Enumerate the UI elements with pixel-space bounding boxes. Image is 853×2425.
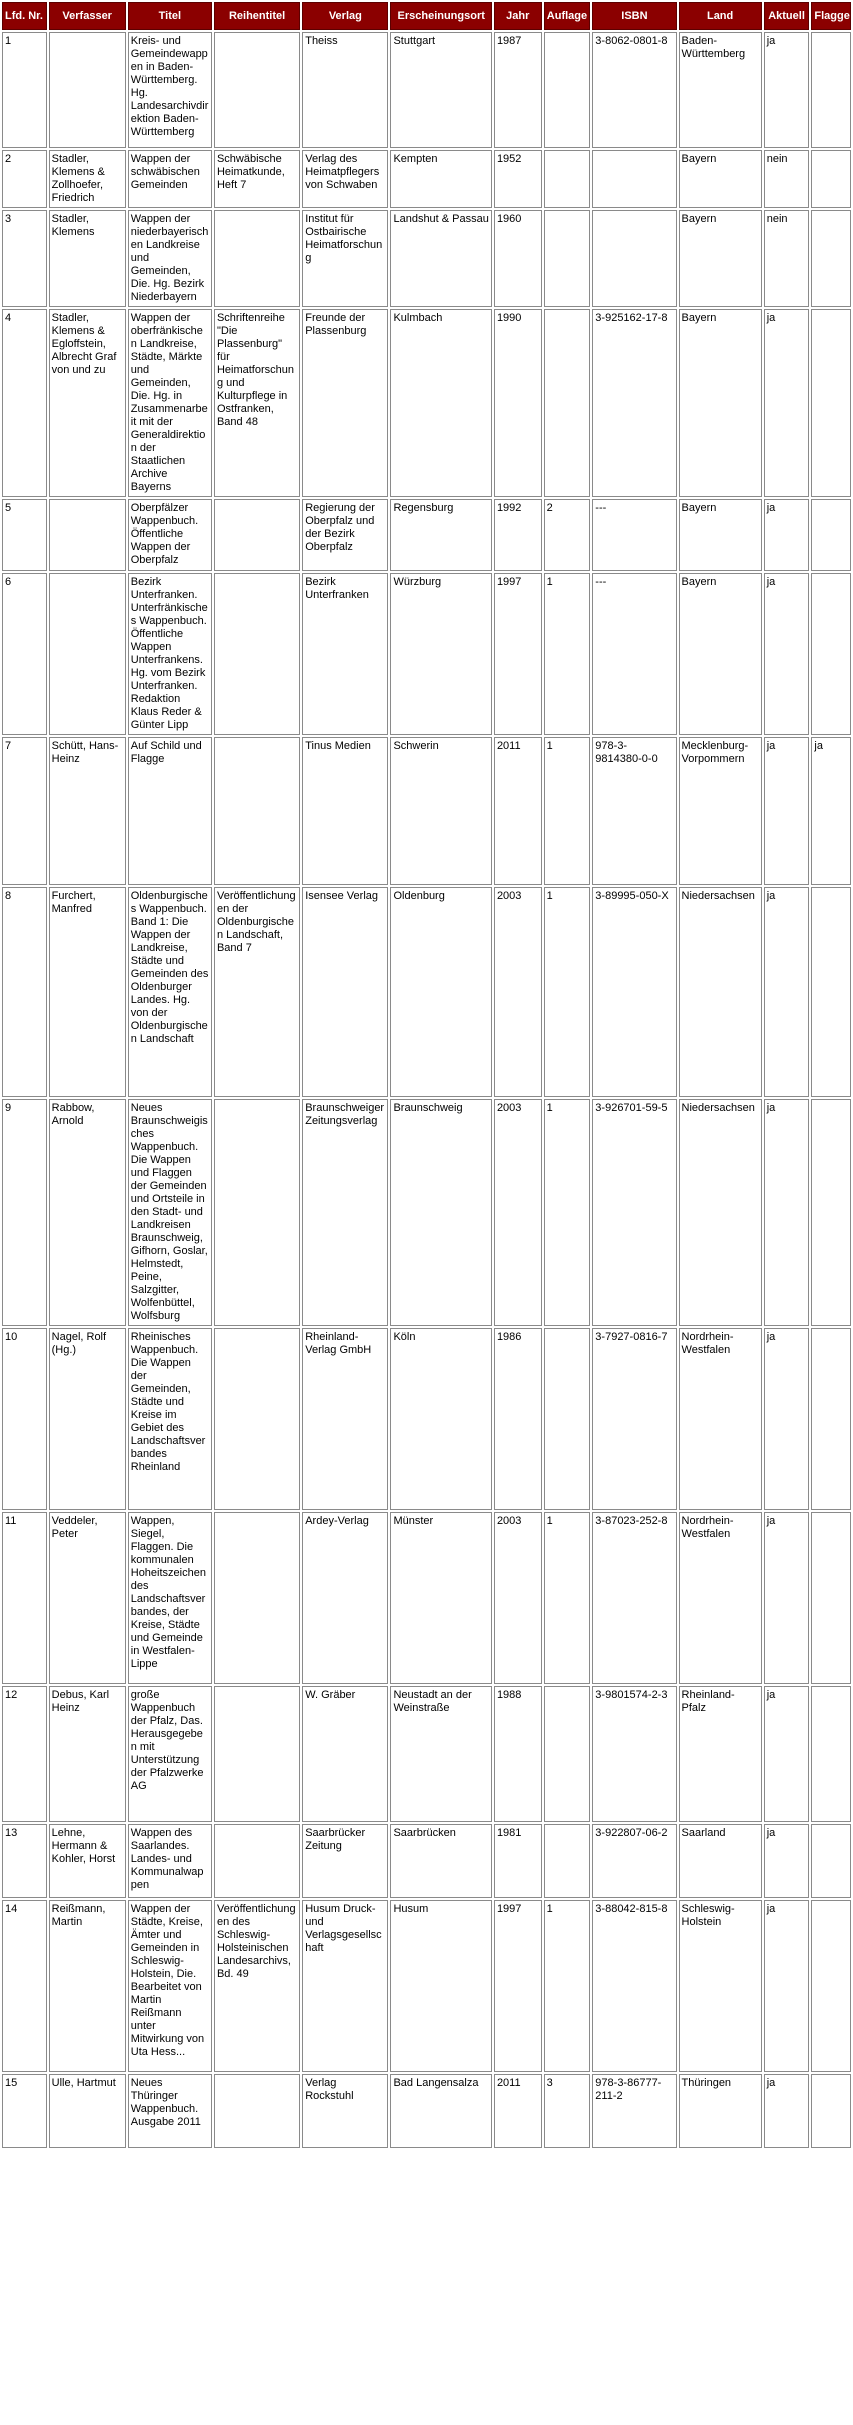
column-header-lfd-nr: Lfd. Nr. xyxy=(2,2,47,30)
cell-auflage: 2 xyxy=(544,499,591,571)
cell-erscheinungsort: Köln xyxy=(390,1328,491,1510)
cell-verfasser: Ulle, Hartmut xyxy=(49,2074,126,2148)
cell-jahr: 2003 xyxy=(494,1099,542,1326)
cell-jahr: 1960 xyxy=(494,210,542,307)
cell-erscheinungsort: Husum xyxy=(390,1900,491,2072)
cell-aktuell: ja xyxy=(764,573,810,735)
cell-lfd-nr: 1 xyxy=(2,32,47,148)
cell-jahr: 1997 xyxy=(494,1900,542,2072)
cell-flagge xyxy=(811,32,851,148)
cell-verlag: Tinus Medien xyxy=(302,737,388,885)
cell-land: Niedersachsen xyxy=(679,1099,762,1326)
cell-aktuell: nein xyxy=(764,150,810,208)
cell-lfd-nr: 13 xyxy=(2,1824,47,1898)
column-header-flagge: Flagge xyxy=(811,2,851,30)
cell-auflage xyxy=(544,1328,591,1510)
cell-isbn: 978-3-9814380-0-0 xyxy=(592,737,676,885)
cell-titel: große Wappenbuch der Pfalz, Das. Herausgegeben mit Unterstützung der Pfalzwerke AG xyxy=(128,1686,212,1822)
cell-isbn: 3-926701-59-5 xyxy=(592,1099,676,1326)
cell-isbn: 3-88042-815-8 xyxy=(592,1900,676,2072)
cell-titel: Wappen, Siegel, Flaggen. Die kommunalen Hoheitszeichen des Landschaftsverbandes, der Kreise, Städte und Gemeinde in Westfalen-Lippe xyxy=(128,1512,212,1684)
cell-jahr: 2003 xyxy=(494,887,542,1097)
cell-reihentitel xyxy=(214,1328,300,1510)
cell-jahr: 1997 xyxy=(494,573,542,735)
cell-erscheinungsort: Landshut & Passau xyxy=(390,210,491,307)
cell-flagge xyxy=(811,2074,851,2148)
cell-flagge xyxy=(811,1328,851,1510)
cell-reihentitel: Veröffentlichungen der Oldenburgischen Landschaft, Band 7 xyxy=(214,887,300,1097)
cell-land: Bayern xyxy=(679,499,762,571)
cell-isbn xyxy=(592,150,676,208)
table-row xyxy=(2,1686,851,1822)
cell-aktuell: ja xyxy=(764,1900,810,2072)
cell-aktuell: ja xyxy=(764,1328,810,1510)
cell-aktuell: ja xyxy=(764,1686,810,1822)
cell-verfasser: Stadler, Klemens xyxy=(49,210,126,307)
table-row xyxy=(2,887,851,1097)
cell-aktuell: ja xyxy=(764,1824,810,1898)
cell-reihentitel xyxy=(214,1512,300,1684)
cell-verfasser: Lehne, Hermann & Kohler, Horst xyxy=(49,1824,126,1898)
cell-land: Bayern xyxy=(679,573,762,735)
cell-auflage: 1 xyxy=(544,1512,591,1684)
cell-isbn: 3-8062-0801-8 xyxy=(592,32,676,148)
cell-lfd-nr: 7 xyxy=(2,737,47,885)
column-header-verfasser: Verfasser xyxy=(49,2,126,30)
cell-verfasser: Furchert, Manfred xyxy=(49,887,126,1097)
table-row xyxy=(2,150,851,208)
cell-aktuell: ja xyxy=(764,887,810,1097)
cell-verfasser: Stadler, Klemens & Zollhoefer, Friedrich xyxy=(49,150,126,208)
cell-isbn: --- xyxy=(592,499,676,571)
cell-land: Bayern xyxy=(679,309,762,497)
cell-reihentitel xyxy=(214,1824,300,1898)
cell-verfasser: Rabbow, Arnold xyxy=(49,1099,126,1326)
cell-lfd-nr: 9 xyxy=(2,1099,47,1326)
cell-flagge xyxy=(811,1686,851,1822)
cell-aktuell: nein xyxy=(764,210,810,307)
cell-jahr: 1981 xyxy=(494,1824,542,1898)
column-header-auflage: Auflage xyxy=(544,2,591,30)
cell-jahr: 2011 xyxy=(494,2074,542,2148)
cell-land: Rheinland-Pfalz xyxy=(679,1686,762,1822)
cell-titel: Wappen der oberfränkischen Landkreise, Städte, Märkte und Gemeinden, Die. Hg. in Zusammenarbeit mit der Generaldirektion der Staatlichen Archive Bayerns xyxy=(128,309,212,497)
cell-isbn: 3-89995-050-X xyxy=(592,887,676,1097)
cell-auflage xyxy=(544,1686,591,1822)
cell-auflage: 1 xyxy=(544,887,591,1097)
table-header-row xyxy=(2,2,851,30)
cell-verlag: Ardey-Verlag xyxy=(302,1512,388,1684)
column-header-titel: Titel xyxy=(128,2,212,30)
cell-reihentitel xyxy=(214,2074,300,2148)
column-header-isbn: ISBN xyxy=(592,2,676,30)
cell-verlag: Husum Druck- und Verlagsgesellschaft xyxy=(302,1900,388,2072)
cell-isbn: 3-87023-252-8 xyxy=(592,1512,676,1684)
table-row xyxy=(2,210,851,307)
cell-land: Bayern xyxy=(679,150,762,208)
cell-land: Baden-Württemberg xyxy=(679,32,762,148)
cell-lfd-nr: 10 xyxy=(2,1328,47,1510)
table-row xyxy=(2,573,851,735)
cell-flagge xyxy=(811,1512,851,1684)
cell-isbn: 3-7927-0816-7 xyxy=(592,1328,676,1510)
cell-verlag: Regierung der Oberpfalz und der Bezirk Oberpfalz xyxy=(302,499,388,571)
cell-reihentitel xyxy=(214,1686,300,1822)
cell-erscheinungsort: Bad Langensalza xyxy=(390,2074,491,2148)
cell-land: Schleswig-Holstein xyxy=(679,1900,762,2072)
cell-verlag: W. Gräber xyxy=(302,1686,388,1822)
cell-verlag: Institut für Ostbairische Heimatforschung xyxy=(302,210,388,307)
cell-erscheinungsort: Oldenburg xyxy=(390,887,491,1097)
cell-titel: Oldenburgisches Wappenbuch. Band 1: Die Wappen der Landkreise, Städte und Gemeinden des Oldenburger Landes. Hg. von der Oldenburgischen Landschaft xyxy=(128,887,212,1097)
cell-flagge xyxy=(811,499,851,571)
cell-land: Bayern xyxy=(679,210,762,307)
cell-erscheinungsort: Schwerin xyxy=(390,737,491,885)
cell-erscheinungsort: Kulmbach xyxy=(390,309,491,497)
cell-titel: Neues Braunschweigisches Wappenbuch. Die Wappen und Flaggen der Gemeinden und Ortsteile in den Stadt- und Landkreisen Braunschweig, Gifhorn, Goslar, Helmstedt, Peine, Salzgitter, Wolfenbüttel, Wolfsburg xyxy=(128,1099,212,1326)
table-row xyxy=(2,32,851,148)
cell-lfd-nr: 2 xyxy=(2,150,47,208)
cell-erscheinungsort: Neustadt an der Weinstraße xyxy=(390,1686,491,1822)
cell-titel: Rheinisches Wappenbuch. Die Wappen der Gemeinden, Städte und Kreise im Gebiet des Landschaftsverbandes Rheinland xyxy=(128,1328,212,1510)
cell-flagge xyxy=(811,573,851,735)
cell-aktuell: ja xyxy=(764,32,810,148)
table-row xyxy=(2,309,851,497)
cell-auflage: 1 xyxy=(544,1900,591,2072)
cell-verlag: Bezirk Unterfranken xyxy=(302,573,388,735)
cell-aktuell: ja xyxy=(764,499,810,571)
cell-reihentitel: Schwäbische Heimatkunde, Heft 7 xyxy=(214,150,300,208)
cell-isbn: --- xyxy=(592,573,676,735)
cell-verfasser xyxy=(49,499,126,571)
cell-auflage: 1 xyxy=(544,1099,591,1326)
cell-erscheinungsort: Kempten xyxy=(390,150,491,208)
cell-lfd-nr: 11 xyxy=(2,1512,47,1684)
cell-auflage xyxy=(544,150,591,208)
cell-verfasser: Schütt, Hans-Heinz xyxy=(49,737,126,885)
column-header-jahr: Jahr xyxy=(494,2,542,30)
cell-aktuell: ja xyxy=(764,1099,810,1326)
cell-land: Nordrhein-Westfalen xyxy=(679,1328,762,1510)
cell-aktuell: ja xyxy=(764,737,810,885)
cell-verfasser xyxy=(49,573,126,735)
cell-isbn xyxy=(592,210,676,307)
cell-titel: Wappen der Städte, Kreise, Ämter und Gemeinden in Schleswig-Holstein, Die. Bearbeitet von Martin Reißmann unter Mitwirkung von Uta Hess... xyxy=(128,1900,212,2072)
cell-verfasser xyxy=(49,32,126,148)
cell-reihentitel: Veröffentlichungen des Schleswig-Holsteinischen Landesarchivs, Bd. 49 xyxy=(214,1900,300,2072)
cell-auflage xyxy=(544,210,591,307)
cell-auflage: 3 xyxy=(544,2074,591,2148)
cell-land: Saarland xyxy=(679,1824,762,1898)
cell-reihentitel xyxy=(214,32,300,148)
cell-isbn: 978-3-86777-211-2 xyxy=(592,2074,676,2148)
cell-titel: Oberpfälzer Wappenbuch. Öffentliche Wappen der Oberpfalz xyxy=(128,499,212,571)
cell-reihentitel xyxy=(214,210,300,307)
cell-verlag: Verlag des Heimatpflegers von Schwaben xyxy=(302,150,388,208)
cell-aktuell: ja xyxy=(764,2074,810,2148)
cell-jahr: 1952 xyxy=(494,150,542,208)
cell-flagge xyxy=(811,887,851,1097)
cell-flagge xyxy=(811,309,851,497)
cell-lfd-nr: 4 xyxy=(2,309,47,497)
cell-flagge xyxy=(811,1824,851,1898)
cell-auflage: 1 xyxy=(544,573,591,735)
cell-reihentitel xyxy=(214,737,300,885)
table-body xyxy=(2,32,851,2148)
cell-flagge xyxy=(811,150,851,208)
cell-flagge xyxy=(811,1099,851,1326)
cell-isbn: 3-925162-17-8 xyxy=(592,309,676,497)
cell-jahr: 1986 xyxy=(494,1328,542,1510)
cell-reihentitel xyxy=(214,1099,300,1326)
cell-isbn: 3-9801574-2-3 xyxy=(592,1686,676,1822)
cell-reihentitel: Schriftenreihe "Die Plassenburg" für Heimatforschung und Kulturpflege in Ostfranken, Band 48 xyxy=(214,309,300,497)
table-row xyxy=(2,1512,851,1684)
column-header-land: Land xyxy=(679,2,762,30)
cell-reihentitel xyxy=(214,499,300,571)
column-header-erscheinungsort: Erscheinungsort xyxy=(390,2,491,30)
table-row xyxy=(2,1328,851,1510)
cell-auflage xyxy=(544,32,591,148)
table-row xyxy=(2,737,851,885)
cell-aktuell: ja xyxy=(764,309,810,497)
cell-aktuell: ja xyxy=(764,1512,810,1684)
cell-flagge: ja xyxy=(811,737,851,885)
cell-flagge xyxy=(811,1900,851,2072)
cell-jahr: 1992 xyxy=(494,499,542,571)
table-row xyxy=(2,1900,851,2072)
column-header-verlag: Verlag xyxy=(302,2,388,30)
cell-titel: Kreis- und Gemeindewappen in Baden-Württemberg. Hg. Landesarchivdirektion Baden-Württemberg xyxy=(128,32,212,148)
cell-jahr: 1987 xyxy=(494,32,542,148)
cell-erscheinungsort: Saarbrücken xyxy=(390,1824,491,1898)
cell-verlag: Rheinland-Verlag GmbH xyxy=(302,1328,388,1510)
cell-erscheinungsort: Stuttgart xyxy=(390,32,491,148)
cell-erscheinungsort: Würzburg xyxy=(390,573,491,735)
cell-verfasser: Stadler, Klemens & Egloffstein, Albrecht Graf von und zu xyxy=(49,309,126,497)
cell-flagge xyxy=(811,210,851,307)
cell-jahr: 2011 xyxy=(494,737,542,885)
cell-verfasser: Reißmann, Martin xyxy=(49,1900,126,2072)
cell-land: Niedersachsen xyxy=(679,887,762,1097)
column-header-reihentitel: Reihentitel xyxy=(214,2,300,30)
cell-erscheinungsort: Regensburg xyxy=(390,499,491,571)
cell-erscheinungsort: Münster xyxy=(390,1512,491,1684)
cell-lfd-nr: 15 xyxy=(2,2074,47,2148)
cell-jahr: 1988 xyxy=(494,1686,542,1822)
table-row xyxy=(2,499,851,571)
cell-titel: Wappen des Saarlandes. Landes- und Kommunalwappen xyxy=(128,1824,212,1898)
cell-auflage xyxy=(544,1824,591,1898)
cell-lfd-nr: 12 xyxy=(2,1686,47,1822)
cell-lfd-nr: 14 xyxy=(2,1900,47,2072)
cell-titel: Wappen der niederbayerischen Landkreise und Gemeinden, Die. Hg. Bezirk Niederbayern xyxy=(128,210,212,307)
cell-titel: Bezirk Unterfranken. Unterfränkisches Wappenbuch. Öffentliche Wappen Unterfrankens. Hg. vom Bezirk Unterfranken. Redaktion Klaus Reder & Günter Lipp xyxy=(128,573,212,735)
table-row xyxy=(2,1099,851,1326)
table-row xyxy=(2,1824,851,1898)
cell-jahr: 1990 xyxy=(494,309,542,497)
cell-verfasser: Debus, Karl Heinz xyxy=(49,1686,126,1822)
cell-land: Mecklenburg-Vorpommern xyxy=(679,737,762,885)
cell-auflage xyxy=(544,309,591,497)
cell-auflage: 1 xyxy=(544,737,591,885)
cell-reihentitel xyxy=(214,573,300,735)
cell-verlag: Isensee Verlag xyxy=(302,887,388,1097)
table-row xyxy=(2,2074,851,2148)
cell-lfd-nr: 5 xyxy=(2,499,47,571)
cell-jahr: 2003 xyxy=(494,1512,542,1684)
cell-lfd-nr: 6 xyxy=(2,573,47,735)
cell-verlag: Braunschweiger Zeitungsverlag xyxy=(302,1099,388,1326)
cell-titel: Neues Thüringer Wappenbuch. Ausgabe 2011 xyxy=(128,2074,212,2148)
cell-isbn: 3-922807-06-2 xyxy=(592,1824,676,1898)
cell-verlag: Saarbrücker Zeitung xyxy=(302,1824,388,1898)
cell-lfd-nr: 8 xyxy=(2,887,47,1097)
cell-verfasser: Nagel, Rolf (Hg.) xyxy=(49,1328,126,1510)
cell-titel: Auf Schild und Flagge xyxy=(128,737,212,885)
cell-verlag: Freunde der Plassenburg xyxy=(302,309,388,497)
cell-land: Nordrhein-Westfalen xyxy=(679,1512,762,1684)
cell-verfasser: Veddeler, Peter xyxy=(49,1512,126,1684)
cell-titel: Wappen der schwäbischen Gemeinden xyxy=(128,150,212,208)
column-header-aktuell: Aktuell xyxy=(764,2,810,30)
cell-verlag: Verlag Rockstuhl xyxy=(302,2074,388,2148)
cell-erscheinungsort: Braunschweig xyxy=(390,1099,491,1326)
cell-land: Thüringen xyxy=(679,2074,762,2148)
cell-lfd-nr: 3 xyxy=(2,210,47,307)
cell-verlag: Theiss xyxy=(302,32,388,148)
